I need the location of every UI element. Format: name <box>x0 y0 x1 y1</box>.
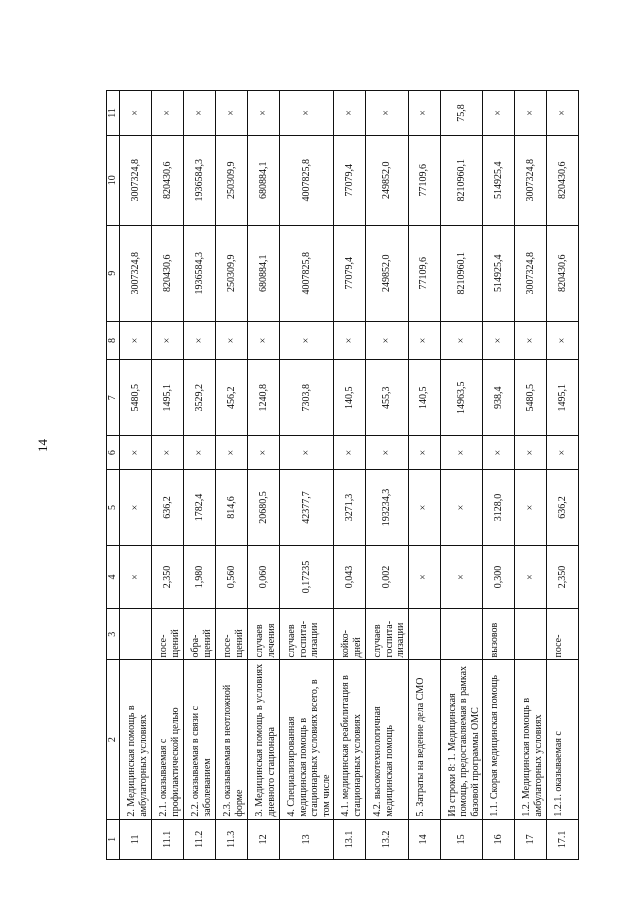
row-number-cell: 11.2 <box>184 819 216 859</box>
table-cell: 4007825,8 <box>280 135 334 225</box>
table-cell: 250309,9 <box>216 135 248 225</box>
table-cell: × <box>408 321 440 359</box>
table-cell: 0,043 <box>334 546 366 609</box>
row-label-cell: 2.2. оказываемая в связи с заболеванием <box>184 660 216 819</box>
table-cell: 2,350 <box>547 546 579 609</box>
table-cell: 77079,4 <box>334 225 366 321</box>
row-number-cell: 17 <box>515 819 547 859</box>
table-cell: 0,17235 <box>280 546 334 609</box>
row-label-cell: 1.2.1. оказываемая с <box>547 660 579 819</box>
row-number-cell: 11.1 <box>152 819 184 859</box>
table-row <box>152 91 184 860</box>
column-header: 6 <box>107 436 120 470</box>
table-cell: × <box>515 546 547 609</box>
table-cell: 820430,6 <box>152 225 184 321</box>
row-label-cell: 4.2. высокотехнологичная медицинская помощь <box>366 660 409 819</box>
table-cell: 249852,0 <box>366 225 409 321</box>
column-header: 11 <box>107 91 120 136</box>
table-cell: × <box>515 436 547 470</box>
row-number-cell: 16 <box>483 819 515 859</box>
table-cell: 636,2 <box>547 469 579 545</box>
table-cell: 5480,5 <box>120 360 152 436</box>
table-row <box>440 91 483 860</box>
table-cell: 3271,3 <box>334 469 366 545</box>
table-cell: 5480,5 <box>515 360 547 436</box>
table-row <box>483 91 515 860</box>
column-header: 7 <box>107 360 120 436</box>
table-body <box>120 91 579 860</box>
row-number-cell: 14 <box>408 819 440 859</box>
table-cell: × <box>547 321 579 359</box>
column-header: 2 <box>107 660 120 819</box>
table-cell: × <box>483 436 515 470</box>
table-row <box>216 91 248 860</box>
table-cell: 820430,6 <box>547 135 579 225</box>
table-cell: 3007324,8 <box>515 225 547 321</box>
table-cell: вызовов <box>483 608 515 660</box>
column-header: 10 <box>107 135 120 225</box>
row-label-cell: Из строки 8: 1. Медицинская помощь, предоставляемая в рамках базовой программы ОМС <box>440 660 483 819</box>
table-row <box>248 91 280 860</box>
table-cell: × <box>152 436 184 470</box>
table-cell <box>120 608 152 660</box>
table-cell: 8210960,1 <box>440 135 483 225</box>
table-cell: 814,6 <box>216 469 248 545</box>
table-cell: 636,2 <box>152 469 184 545</box>
table-cell: × <box>483 321 515 359</box>
column-header: 1 <box>107 819 120 859</box>
table-cell: × <box>120 91 152 136</box>
table-cell: 514925,4 <box>483 135 515 225</box>
table-cell: × <box>408 546 440 609</box>
row-number-cell: 13.1 <box>334 819 366 859</box>
row-label-cell: 3. Медицинская помощь в условиях дневного стационара <box>248 660 280 819</box>
table-cell: × <box>515 321 547 359</box>
header-row <box>107 91 120 860</box>
table-cell: × <box>184 436 216 470</box>
table-cell: 0,560 <box>216 546 248 609</box>
table-cell: 820430,6 <box>547 225 579 321</box>
table-cell: × <box>248 321 280 359</box>
table-cell: × <box>334 91 366 136</box>
table-cell: 1,980 <box>184 546 216 609</box>
table-cell: 0,002 <box>366 546 409 609</box>
table-cell: × <box>408 469 440 545</box>
table-cell: 75,8 <box>440 91 483 136</box>
column-header: 8 <box>107 321 120 359</box>
table-cell: × <box>216 436 248 470</box>
table-row <box>280 91 334 860</box>
table-cell: 455,3 <box>366 360 409 436</box>
table-cell: 0,060 <box>248 546 280 609</box>
row-label-cell: 1.1. Скорая медицинская помощь <box>483 660 515 819</box>
table-cell: случаев госпита-лизации <box>366 608 409 660</box>
table-row <box>547 91 579 860</box>
table-cell: 42377,7 <box>280 469 334 545</box>
row-number-cell: 17.1 <box>547 819 579 859</box>
row-number-cell: 11 <box>120 819 152 859</box>
table-cell: × <box>547 91 579 136</box>
table-cell: 1240,8 <box>248 360 280 436</box>
table-cell: × <box>408 436 440 470</box>
column-header: 9 <box>107 225 120 321</box>
data-table <box>106 90 579 860</box>
table-cell: × <box>334 436 366 470</box>
table-cell: 249852,0 <box>366 135 409 225</box>
table-row <box>408 91 440 860</box>
row-number-cell: 15 <box>440 819 483 859</box>
table-cell: 1495,1 <box>152 360 184 436</box>
table-cell: 7303,8 <box>280 360 334 436</box>
table-cell: койко-дней <box>334 608 366 660</box>
table-cell: случаев лечения <box>248 608 280 660</box>
row-number-cell: 13.2 <box>366 819 409 859</box>
row-number-cell: 12 <box>248 819 280 859</box>
row-label-cell: 2.1. оказываемая с профилактической целью <box>152 660 184 819</box>
table-cell: × <box>440 546 483 609</box>
row-number-cell: 11.3 <box>216 819 248 859</box>
table-cell: × <box>515 469 547 545</box>
table-cell: 514925,4 <box>483 225 515 321</box>
table-cell: 77079,4 <box>334 135 366 225</box>
table-cell: × <box>440 436 483 470</box>
table-cell: × <box>366 436 409 470</box>
table-cell: 3128,0 <box>483 469 515 545</box>
table-cell: × <box>280 91 334 136</box>
table-cell: × <box>483 91 515 136</box>
table-cell: 1936584,3 <box>184 225 216 321</box>
table-cell: 4007825,8 <box>280 225 334 321</box>
row-label-cell: 1.2. Медицинская помощь в амбулаторных условиях <box>515 660 547 819</box>
table-cell: × <box>120 321 152 359</box>
row-label-cell: 2.3. оказываемая в неотложной форме <box>216 660 248 819</box>
table-cell: 8210960,1 <box>440 225 483 321</box>
row-label-cell: 5. Затраты на ведение дела СМО <box>408 660 440 819</box>
table-cell: × <box>184 321 216 359</box>
table-row <box>120 91 152 860</box>
table-cell: × <box>120 546 152 609</box>
table-cell: 14963,5 <box>440 360 483 436</box>
table-cell: × <box>334 321 366 359</box>
table-cell: 0,300 <box>483 546 515 609</box>
row-label-cell: 4. Специализированная медицинская помощь в стационарных условиях всего, в том числе <box>280 660 334 819</box>
table-row <box>515 91 547 860</box>
table-cell: 1495,1 <box>547 360 579 436</box>
table-cell: × <box>216 91 248 136</box>
table-row <box>334 91 366 860</box>
table-cell: × <box>408 91 440 136</box>
table-cell: 3007324,8 <box>120 135 152 225</box>
table-cell: 140,5 <box>334 360 366 436</box>
table-cell <box>408 608 440 660</box>
table-cell: обра-щений <box>184 608 216 660</box>
table-cell: посе- <box>547 608 579 660</box>
row-label-cell: 4.1. медицинская реабилитация в стационарных условиях <box>334 660 366 819</box>
table-cell: × <box>152 321 184 359</box>
rotated-table-container <box>106 90 640 860</box>
table-cell: 3529,2 <box>184 360 216 436</box>
table-cell: 456,2 <box>216 360 248 436</box>
table-cell <box>440 608 483 660</box>
table-cell: 2,350 <box>152 546 184 609</box>
table-cell: × <box>248 91 280 136</box>
table-cell: 140,5 <box>408 360 440 436</box>
table-cell: × <box>515 91 547 136</box>
table-cell: 77109,6 <box>408 225 440 321</box>
table-cell: × <box>120 469 152 545</box>
table-cell: × <box>248 436 280 470</box>
table-cell: 20680,5 <box>248 469 280 545</box>
column-header: 3 <box>107 608 120 660</box>
table-row <box>184 91 216 860</box>
table-cell: × <box>366 321 409 359</box>
table-cell: 193234,3 <box>366 469 409 545</box>
row-label-cell: 2. Медицинская помощь в амбулаторных условиях <box>120 660 152 819</box>
table-cell: × <box>184 91 216 136</box>
table-cell: × <box>216 321 248 359</box>
column-header: 5 <box>107 469 120 545</box>
table-cell: 77109,6 <box>408 135 440 225</box>
table-cell: × <box>280 321 334 359</box>
table-cell: × <box>152 91 184 136</box>
table-cell: посе-щений <box>152 608 184 660</box>
table-cell <box>515 608 547 660</box>
column-header: 4 <box>107 546 120 609</box>
table-cell: 3007324,8 <box>515 135 547 225</box>
table-cell: посе-щений <box>216 608 248 660</box>
page-number: 14 <box>35 439 50 452</box>
table-cell: 1936584,3 <box>184 135 216 225</box>
table-cell: × <box>440 321 483 359</box>
row-number-cell: 13 <box>280 819 334 859</box>
table-row <box>366 91 409 860</box>
table-cell: × <box>440 469 483 545</box>
table-cell: × <box>280 436 334 470</box>
table-cell: 250309,9 <box>216 225 248 321</box>
table-cell: 680884,1 <box>248 225 280 321</box>
table-cell: 680884,1 <box>248 135 280 225</box>
table-cell: 3007324,8 <box>120 225 152 321</box>
table-cell: 938,4 <box>483 360 515 436</box>
table-cell: × <box>366 91 409 136</box>
table-cell: × <box>120 436 152 470</box>
table-cell: случаев госпита-лизации <box>280 608 334 660</box>
table-cell: 820430,6 <box>152 135 184 225</box>
table-cell: 1782,4 <box>184 469 216 545</box>
table-cell: × <box>547 436 579 470</box>
